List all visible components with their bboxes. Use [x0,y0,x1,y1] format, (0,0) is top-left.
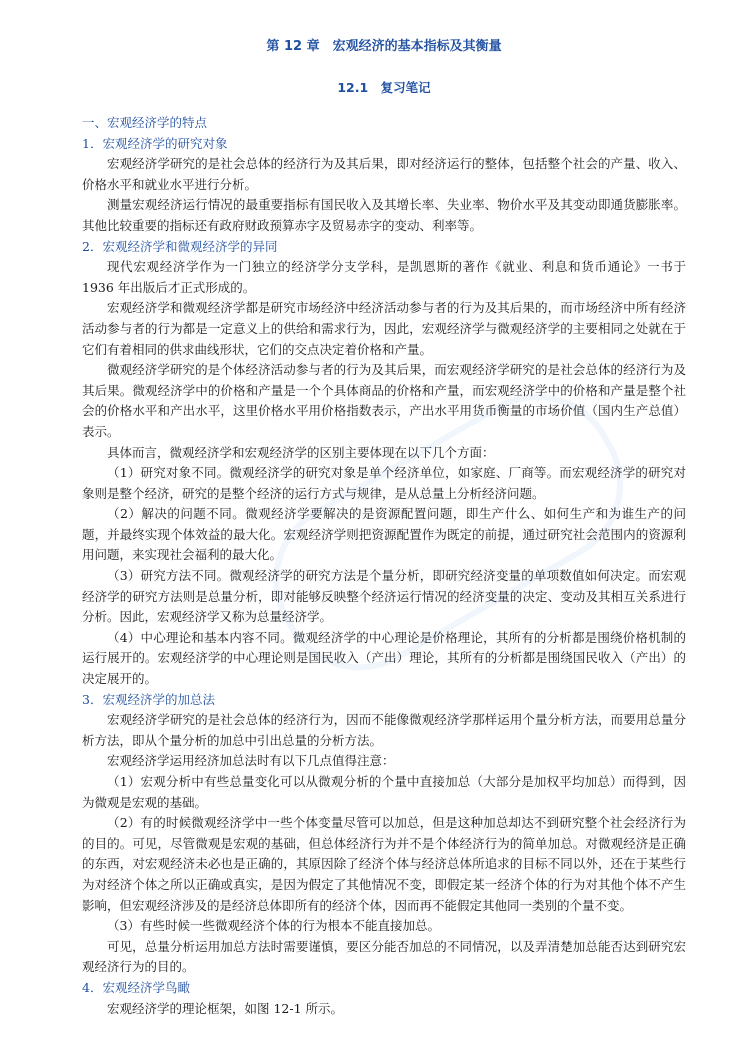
chapter-title: 第 12 章 宏观经济的基本指标及其衡量 [266,39,502,54]
document-body [82,113,686,1019]
paragraph: （3）研究方法不同。微观经济学的研究方法是个量分析，即研究经济变量的单项数值如何决定。而宏观经济学的研究方法则是总量分析，即对能够反映整个经济运行情况的经济变量的决定、变动及其相互关系进行分析。因此，宏观经济学又称为总量经济学。 [82,568,686,625]
paragraph: （4）中心理论和基本内容不同。微观经济学的中心理论是价格理论，其所有的分析都是围绕价格机制的运行展开的。宏观经济学的中心理论则是国民收入（产出）理论，其所有的分析都是围绕国民收入（产出）的决定展开的。 [82,629,686,687]
heading-level-2: 4．宏观经济学鸟瞰 [82,979,190,995]
paragraph: （1）宏观分析中有些总量变化可以从微观分析的个量中直接加总（大部分是加权平均加总）而得到，因为微观是宏观的基础。 [82,774,686,810]
paragraph: 宏观经济学运用经济加总法时有以下几点值得注意： [107,753,395,769]
paragraph: 宏观经济学研究的是社会总体的经济行为，因而不能像微观经济学那样运用个量分析方法，而要用总量分析方法，即从个量分析的加总中引出总量的分析方法。 [82,712,686,748]
paragraph: 宏观经济学研究的是社会总体的经济行为及其后果，即对经济运行的整体，包括整个社会的产量、收入、价格水平和就业水平进行分析。 [82,156,686,192]
paragraph: （2）有的时候微观经济学中一些个体变量尽管可以加总，但是这种加总却达不到研究整个社会经济行为的目的。可见，尽管微观是宏观的基础，但总体经济行为并不是个体经济行为的简单加总。对微观经济是正确的东西，对宏观经济未必也是正确的，其原因除了经济个体与经济总体所追求的目标不同以外，还在于某些行为对经济个体之所以正确或真实，是因为假定了其他情况不变，即假定某一经济个体的行为对其他个体不产生影响，但宏观经济涉及的是经济总体即所有的经济个体，因而再不能假定其他同一类别的个量不变。 [82,815,686,913]
heading-level-2: 3．宏观经济学的加总法 [82,691,215,707]
paragraph: （1）研究对象不同。微观经济学的研究对象是单个经济单位，如家庭、厂商等。而宏观经济学的研究对象则是整个经济，研究的是整个经济的运行方式与规律，是从总量上分析经济问题。 [82,465,686,501]
paragraph: （2）解决的问题不同。微观经济学要解决的是资源配置问题，即生产什么、如何生产和为谁生产的问题，并最终实现个体效益的最大化。宏观经济学则把资源配置作为既定的前提，通过研究社会范围内的资源利用问题，来实现社会福利的最大化。 [82,506,686,563]
heading-level-2: 2．宏观经济学和微观经济学的异同 [82,238,278,254]
heading-level-1: 一、宏观经济学的特点 [82,115,208,130]
paragraph: 现代宏观经济学作为一门独立的经济学分支学科，是凯恩斯的著作《就业、利息和货币通论》一书于 1936 年出版后才正式形成的。 [82,259,686,295]
paragraph: 测量宏观经济运行情况的最重要指标有国民收入及其增长率、失业率、物价水平及其变动即通货膨胀率。其他比较重要的指标还有政府财政预算赤字及贸易赤字的变动、利率等。 [82,197,686,233]
paragraph: 具体而言，微观经济学和宏观经济学的区别主要体现在以下几个方面： [107,444,495,460]
paragraph: （3）有些时候一些微观经济个体的行为根本不能直接加总。 [107,918,440,934]
section-title: 12.1 复习笔记 [337,80,431,95]
paragraph: 宏观经济学的理论框架，如图 12-1 所示。 [107,1000,344,1016]
heading-level-2: 1．宏观经济学的研究对象 [82,135,228,151]
paragraph: 宏观经济学和微观经济学都是研究市场经济中经济活动参与者的行为及其后果的，而市场经济中所有经济活动参与者的行为都是一定意义上的供给和需求行为，因此，宏观经济学与微观经济学的主要相同之处就在于它们有着相同的供求曲线形状，它们的交点决定着价格和产量。 [82,300,686,357]
paragraph: 微观经济学研究的是个体经济活动参与者的行为及其后果，而宏观经济学研究的是社会总体的经济行为及其后果。微观经济学中的价格和产量是一个个具体商品的价格和产量，而宏观经济学中的价格和产量是整个社会的价格水平和产出水平，这里价格水平用价格指数表示，产出水平用货币衡量的市场价值（国内生产总值）表示。 [82,362,686,439]
paragraph: 可见，总量分析运用加总方法时需要谨慎，要区分能否加总的不同情况，以及弄清楚加总能否达到研究宏观经济行为的目的。 [82,938,686,975]
